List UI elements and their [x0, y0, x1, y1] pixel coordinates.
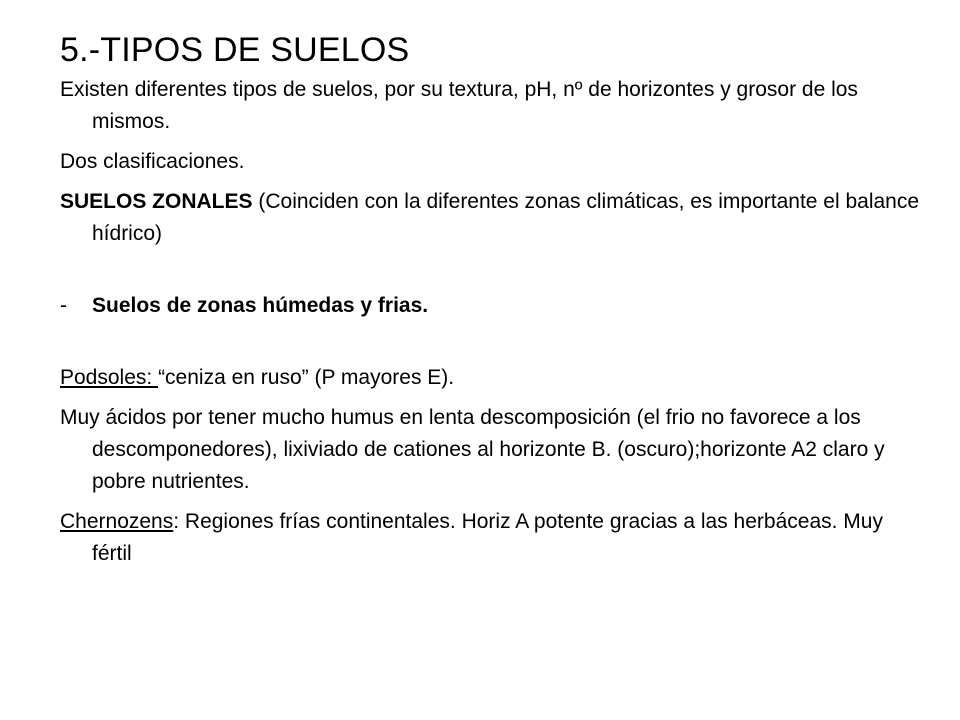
bullet-marker: -	[60, 294, 67, 317]
zonal-soils-description: (Coinciden con la diferentes zonas climáticas, es importante el balance hídrico)	[92, 190, 920, 245]
bullet-text: Suelos de zonas húmedas y frias.	[92, 294, 429, 317]
paragraph-zonal-soils	[60, 186, 920, 250]
paragraph-podsoles-detail: Muy ácidos por tener mucho humus en lenta descomposición (el frio no favorece a los descomponedores), lixiviado de cationes al horizonte B. (oscuro);horizonte A2 claro y pobre nutrientes.	[60, 406, 885, 493]
paragraph-podsoles	[60, 362, 920, 394]
chernozens-description: : Regiones frías continentales. Horiz A potente gracias a las herbáceas. Muy fértil	[92, 510, 883, 565]
paragraph-chernozens	[60, 506, 920, 570]
podsoles-term: Podsoles:	[60, 366, 159, 389]
slide-title: 5.-TIPOS DE SUELOS	[60, 31, 410, 69]
podsoles-definition: “ceniza en ruso” (P mayores E).	[158, 366, 455, 389]
chernozens-term: Chernozens	[60, 510, 174, 533]
spacer	[60, 258, 920, 290]
paragraph-intro: Existen diferentes tipos de suelos, por su textura, pH, nº de horizontes y grosor de los mismos.	[60, 78, 858, 133]
bullet-humid-cold-soils	[60, 290, 920, 322]
paragraph-classifications: Dos clasificaciones.	[60, 150, 245, 173]
spacer	[60, 330, 920, 362]
zonal-soils-heading: SUELOS ZONALES	[60, 190, 253, 213]
slide-body	[60, 74, 920, 578]
